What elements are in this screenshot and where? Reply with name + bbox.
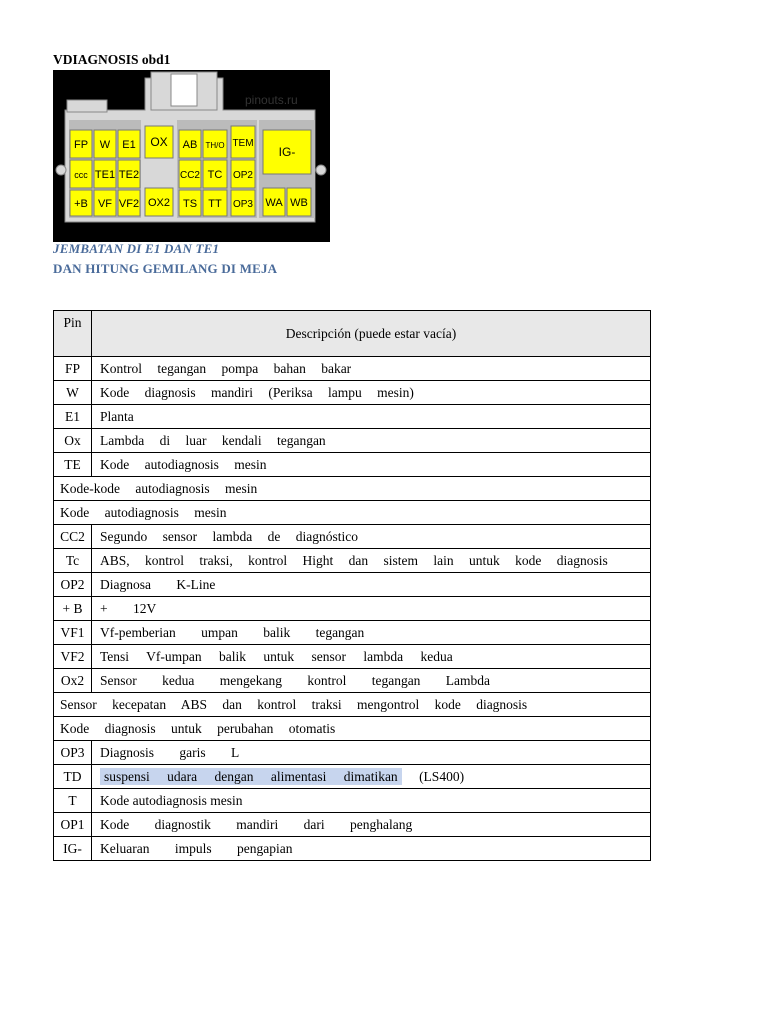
- svg-text:WA: WA: [265, 197, 283, 209]
- row-description: Kode autodiagnosis mesin: [92, 453, 651, 477]
- row-pin: FP: [54, 357, 92, 381]
- row-description: Sensor kedua mengekang kontrol tegangan Lambda: [92, 669, 651, 693]
- row-description: Lambda di luar kendali tegangan: [92, 429, 651, 453]
- row-description: Kode diagnosis mandiri (Periksa lampu mesin): [92, 381, 651, 405]
- svg-text:+B: +B: [74, 198, 88, 210]
- row-description: + 12V: [92, 597, 651, 621]
- svg-text:WB: WB: [290, 197, 308, 209]
- row-description: Kontrol tegangan pompa bahan bakar: [92, 357, 651, 381]
- svg-text:ccc: ccc: [74, 170, 88, 180]
- row-description: Diagnosa K-Line: [92, 573, 651, 597]
- row-description: Sensor kecepatan ABS dan kontrol traksi mengontrol kode diagnosis: [54, 693, 651, 717]
- svg-text:TE2: TE2: [118, 169, 140, 181]
- table-row: [54, 669, 651, 693]
- svg-text:E1: E1: [122, 139, 136, 151]
- header-description: Descripción (puede estar vacía): [92, 311, 651, 357]
- svg-text:TS: TS: [182, 198, 198, 210]
- table-row: [54, 765, 651, 789]
- row-description: Segundo sensor lambda de diagnóstico: [92, 525, 651, 549]
- table-row: [54, 429, 651, 453]
- svg-text:TT: TT: [208, 198, 222, 210]
- svg-text:OP2: OP2: [232, 170, 254, 181]
- table-row: [54, 597, 651, 621]
- table-row: [54, 645, 651, 669]
- table-row: [54, 453, 651, 477]
- row-description: Kode diagnostik mandiri dari penghalang: [92, 813, 651, 837]
- table-header-row: [54, 311, 651, 357]
- row-pin: VF2: [54, 645, 92, 669]
- svg-text:TE1: TE1: [94, 169, 116, 181]
- svg-text:W: W: [99, 139, 111, 151]
- row-description: Planta: [92, 405, 651, 429]
- svg-text:TH/O: TH/O: [205, 141, 225, 150]
- svg-text:OX2: OX2: [147, 197, 171, 209]
- note-line-2: DAN HITUNG GEMILANG DI MEJA: [53, 261, 278, 276]
- table-row: [54, 477, 651, 501]
- row-pin: W: [54, 381, 92, 405]
- row-pin: TD: [54, 765, 92, 789]
- pin-description-table: [53, 310, 651, 861]
- row-pin: OP1: [54, 813, 92, 837]
- row-pin: E1: [54, 405, 92, 429]
- table-row: [54, 789, 651, 813]
- svg-text:IG-: IG-: [278, 145, 296, 159]
- svg-text:FP: FP: [73, 139, 89, 151]
- document-title: VDIAGNOSIS obd1: [53, 52, 171, 67]
- connector-diagram: [53, 70, 330, 242]
- note-line-1: JEMBATAN DI E1 DAN TE1: [53, 241, 220, 256]
- row-description: [92, 765, 651, 789]
- row-pin: VF1: [54, 621, 92, 645]
- row-pin: TE: [54, 453, 92, 477]
- row-description: Kode-kode autodiagnosis mesin: [54, 477, 651, 501]
- row-pin: CC2: [54, 525, 92, 549]
- row-description: Kode autodiagnosis mesin: [92, 789, 651, 813]
- row-pin: Tc: [54, 549, 92, 573]
- row-pin: OP2: [54, 573, 92, 597]
- row-pin: Ox2: [54, 669, 92, 693]
- row-pin: + B: [54, 597, 92, 621]
- table-row: [54, 621, 651, 645]
- table-row: [54, 549, 651, 573]
- row-pin: OP3: [54, 741, 92, 765]
- svg-text:CC2: CC2: [179, 170, 201, 181]
- row-description-tail: (LS400): [419, 768, 465, 784]
- table-row: [54, 813, 651, 837]
- row-description: Kode autodiagnosis mesin: [54, 501, 651, 525]
- table-row: [54, 405, 651, 429]
- svg-text:OX: OX: [150, 135, 168, 149]
- row-pin: IG-: [54, 837, 92, 861]
- table-row: [54, 501, 651, 525]
- row-description: Vf-pemberian umpan balik tegangan: [92, 621, 651, 645]
- header-pin: Pin: [54, 311, 92, 357]
- svg-text:AB: AB: [182, 139, 198, 151]
- svg-text:TEM: TEM: [232, 138, 254, 149]
- highlighted-text: suspensi udara dengan alimentasi dimatikan: [100, 768, 402, 785]
- row-description: ABS, kontrol traksi, kontrol Hight dan sistem lain untuk kode diagnosis: [92, 549, 651, 573]
- svg-text:VF2: VF2: [118, 198, 140, 210]
- table-row: [54, 837, 651, 861]
- table-row: [54, 381, 651, 405]
- row-pin: T: [54, 789, 92, 813]
- table-row: [54, 573, 651, 597]
- row-description: Tensi Vf-umpan balik untuk sensor lambda kedua: [92, 645, 651, 669]
- row-description: Diagnosis garis L: [92, 741, 651, 765]
- row-description: Kode diagnosis untuk perubahan otomatis: [54, 717, 651, 741]
- table-row: [54, 357, 651, 381]
- watermark-text: pinouts.ru: [245, 93, 298, 107]
- svg-text:VF: VF: [97, 198, 113, 210]
- table-row: [54, 693, 651, 717]
- table-row: [54, 717, 651, 741]
- table-row: [54, 525, 651, 549]
- svg-text:TC: TC: [207, 169, 223, 181]
- table-row: [54, 741, 651, 765]
- row-description: Keluaran impuls pengapian: [92, 837, 651, 861]
- svg-text:OP3: OP3: [232, 199, 254, 210]
- row-pin: Ox: [54, 429, 92, 453]
